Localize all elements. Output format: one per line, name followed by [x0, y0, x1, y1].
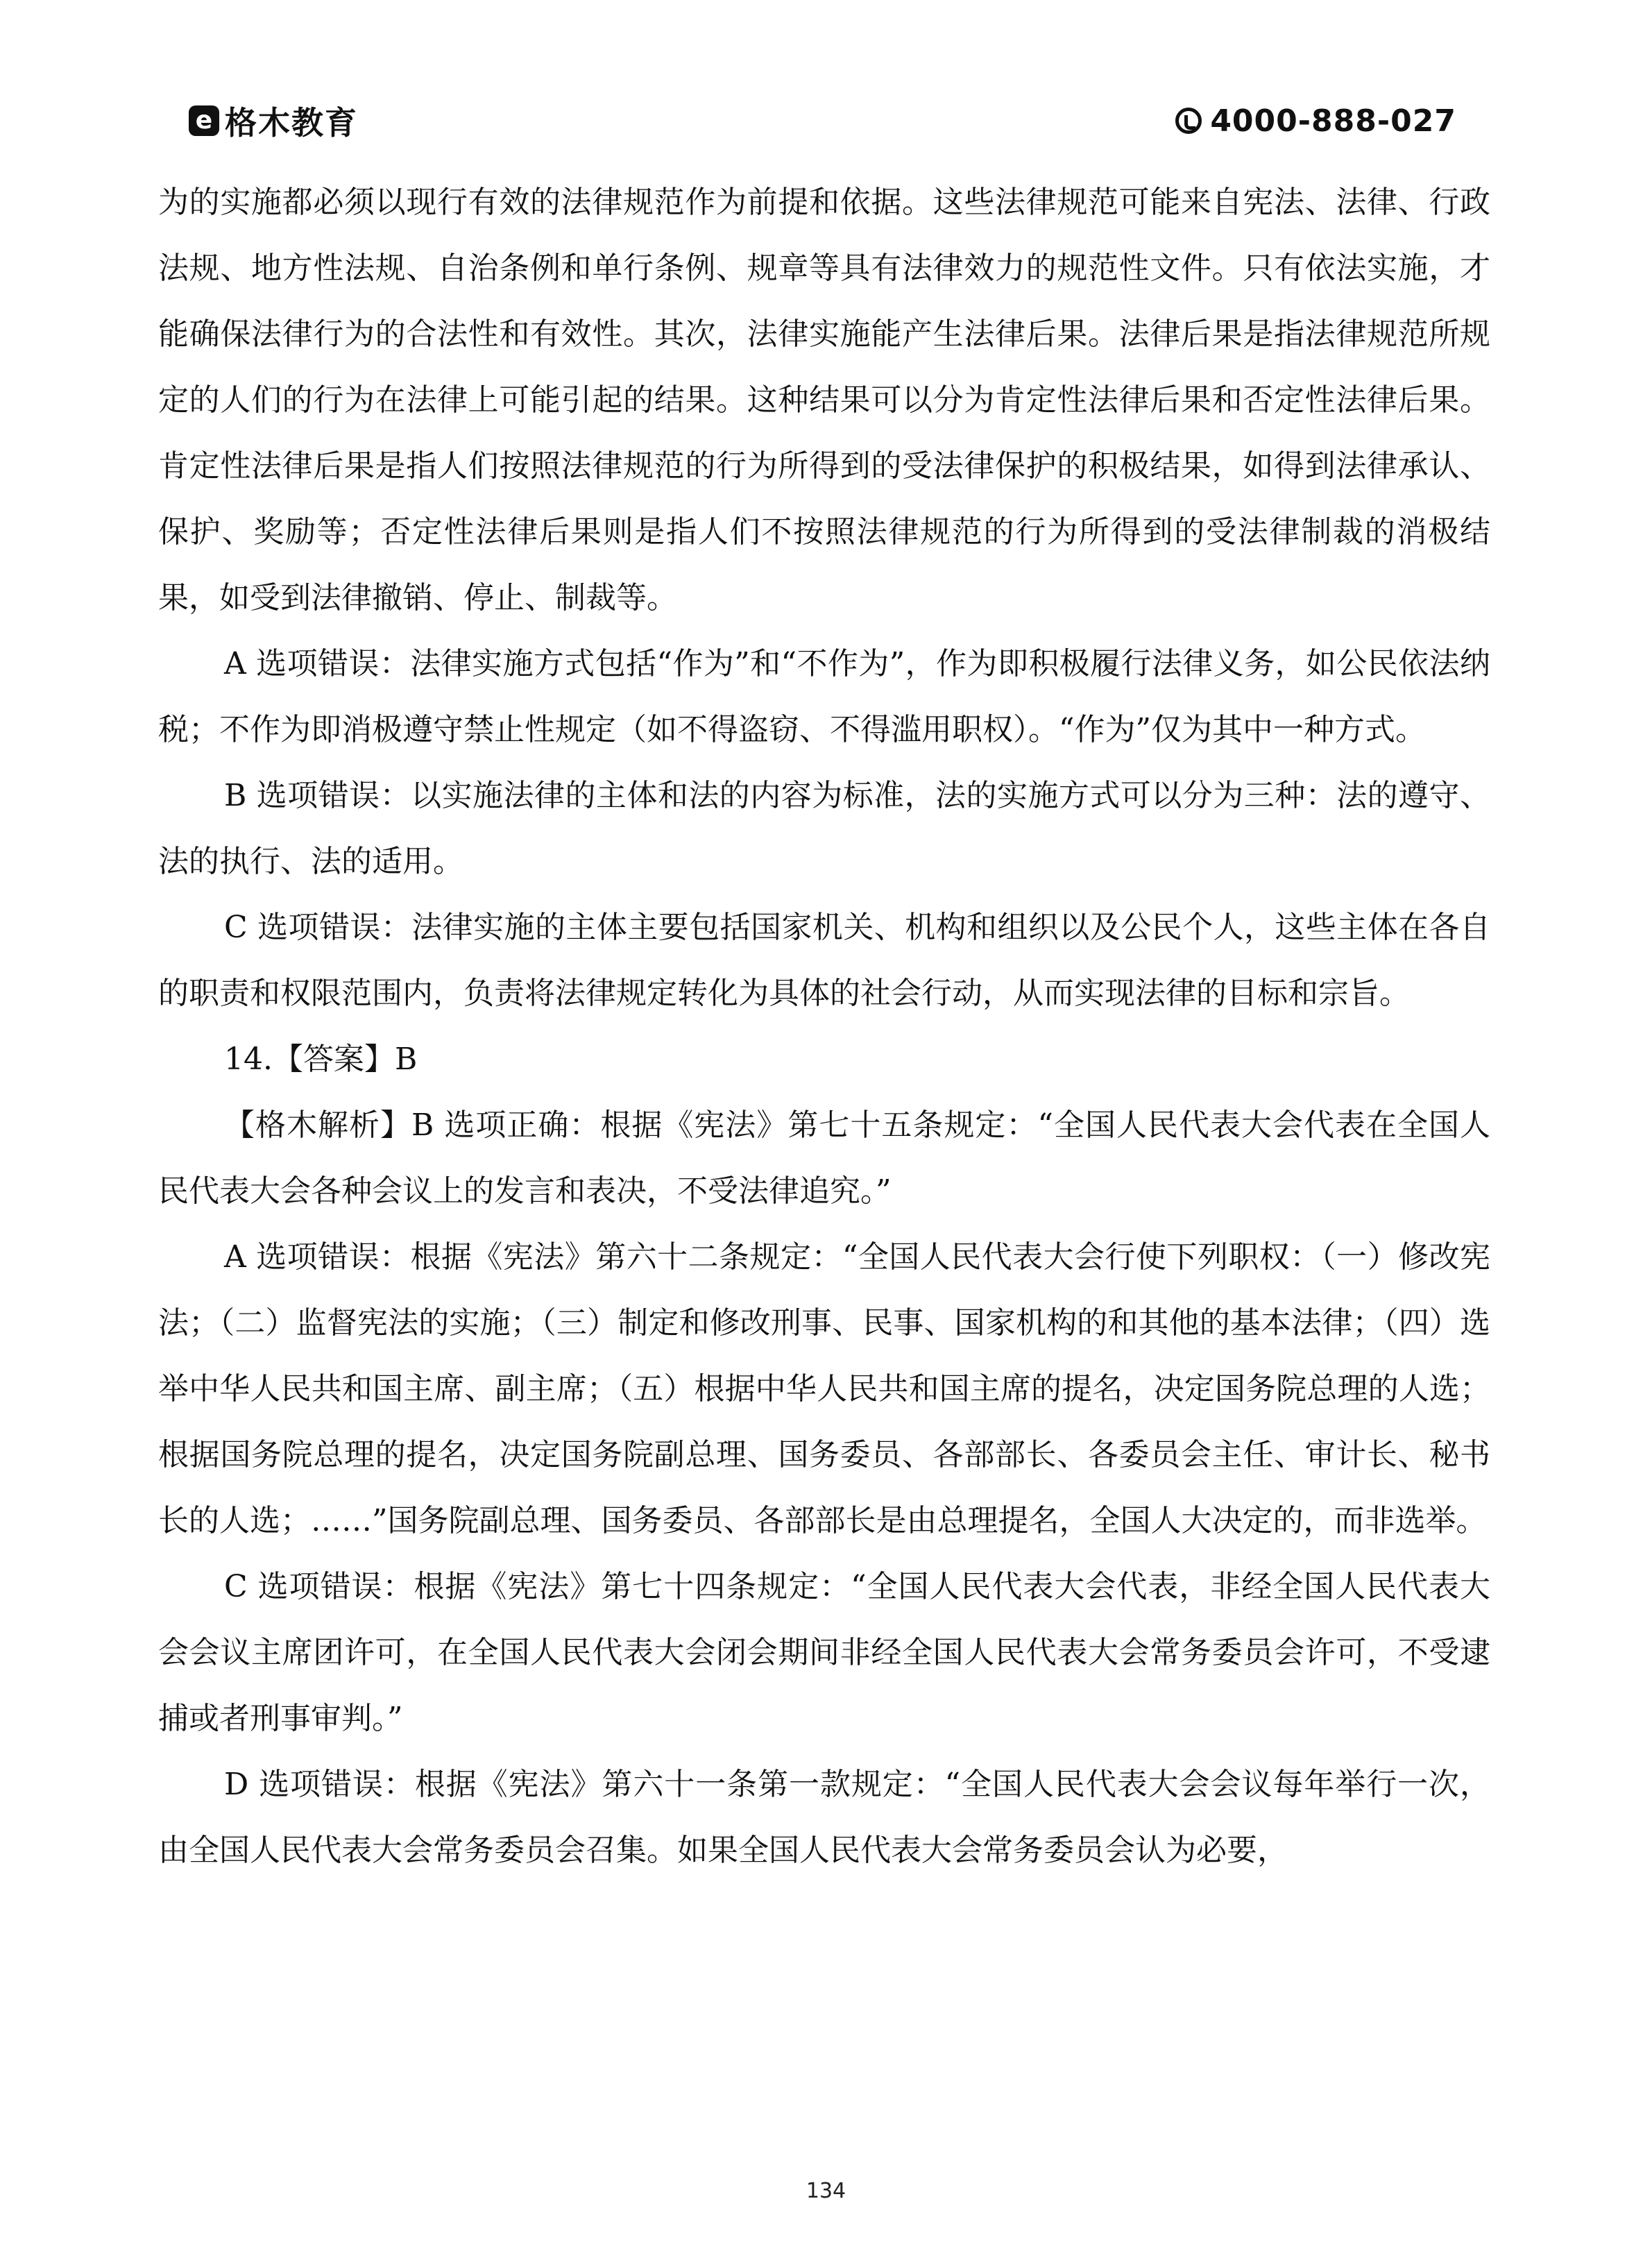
brand-logo: [189, 100, 358, 142]
phone-icon: [1175, 108, 1202, 134]
paragraph-option-c-14: C 选项错误：根据《宪法》第七十四条规定：“全国人民代表大会代表，非经全国人民代表大会会议主席团许可，在全国人民代表大会闭会期间非经全国人民代表大会常务委员会许可，不受逮捕或者刑事审判。”: [158, 1569, 1490, 1736]
logo-e-icon: e: [189, 105, 219, 136]
paragraph-option-c-13: C 选项错误：法律实施的主体主要包括国家机关、机构和组织以及公民个人，这些主体在各自的职责和权限范围内，负责将法律规定转化为具体的社会行动，从而实现法律的目标和宗旨。: [158, 910, 1490, 1011]
page-number: 134: [806, 2179, 846, 2203]
paragraph-option-d-14: D 选项错误：根据《宪法》第六十一条第一款规定：“全国人民代表大会会议每年举行一次，由全国人民代表大会常务委员会召集。如果全国人民代表大会常务委员会认为必要，: [158, 1767, 1490, 1868]
paragraph-option-a-14: A 选项错误：根据《宪法》第六十二条规定：“全国人民代表大会行使下列职权：（一）修改宪法；（二）监督宪法的实施；（三）制定和修改刑事、民事、国家机构的和其他的基本法律；（四）选举中华人民共和国主席、副主席；（五）根据中华人民共和国主席的提名，决定国务院总理的人选；根据国务院总理的提名，决定国务院副总理、国务委员、各部部长、各委员会主任、审计长、秘书长的人选；……”国务院副总理、国务委员、各部部长是由总理提名，全国人大决定的，而非选举。: [158, 1239, 1490, 1538]
paragraph-continuation: 为的实施都必须以现行有效的法律规范作为前提和依据。这些法律规范可能来自宪法、法律、行政法规、地方性法规、自治条例和单行条例、规章等具有法律效力的规范性文件。只有依法实施，才能确保法律行为的合法性和有效性。其次，法律实施能产生法律后果。法律后果是指法律规范所规定的人们的行为在法律上可能引起的结果。这种结果可以分为肯定性法律后果和否定性法律后果。肯定性法律后果是指人们按照法律规范的行为所得到的受法律保护的积极结果，如得到法律承认、保护、奖励等；否定性法律后果则是指人们不按照法律规范的行为所得到的受法律制裁的消极结果，如受到法律撤销、停止、制裁等。: [158, 185, 1490, 615]
paragraph-option-a-13: A 选项错误：法律实施方式包括“作为”和“不作为”，作为即积极履行法律义务，如公民依法纳税；不作为即消极遵守禁止性规定（如不得盗窃、不得滥用职权）。“作为”仅为其中一种方式。: [158, 646, 1490, 747]
logo-text: 格木教育: [225, 104, 358, 142]
document-body: [158, 169, 1490, 1883]
phone-number: 4000-888-027: [1210, 103, 1456, 139]
paragraph-option-b-13: B 选项错误：以实施法律的主体和法的内容为标准，法的实施方式可以分为三种：法的遵守、法的执行、法的适用。: [158, 778, 1490, 879]
phone-contact: [1175, 100, 1456, 142]
page-header: [0, 0, 1652, 160]
answer-14: 14.【答案】B: [224, 1042, 418, 1077]
analysis-14: 【格木解析】B 选项正确：根据《宪法》第七十五条规定：“全国人民代表大会代表在全国人民代表大会各种会议上的发言和表决，不受法律追究。”: [158, 1107, 1490, 1209]
